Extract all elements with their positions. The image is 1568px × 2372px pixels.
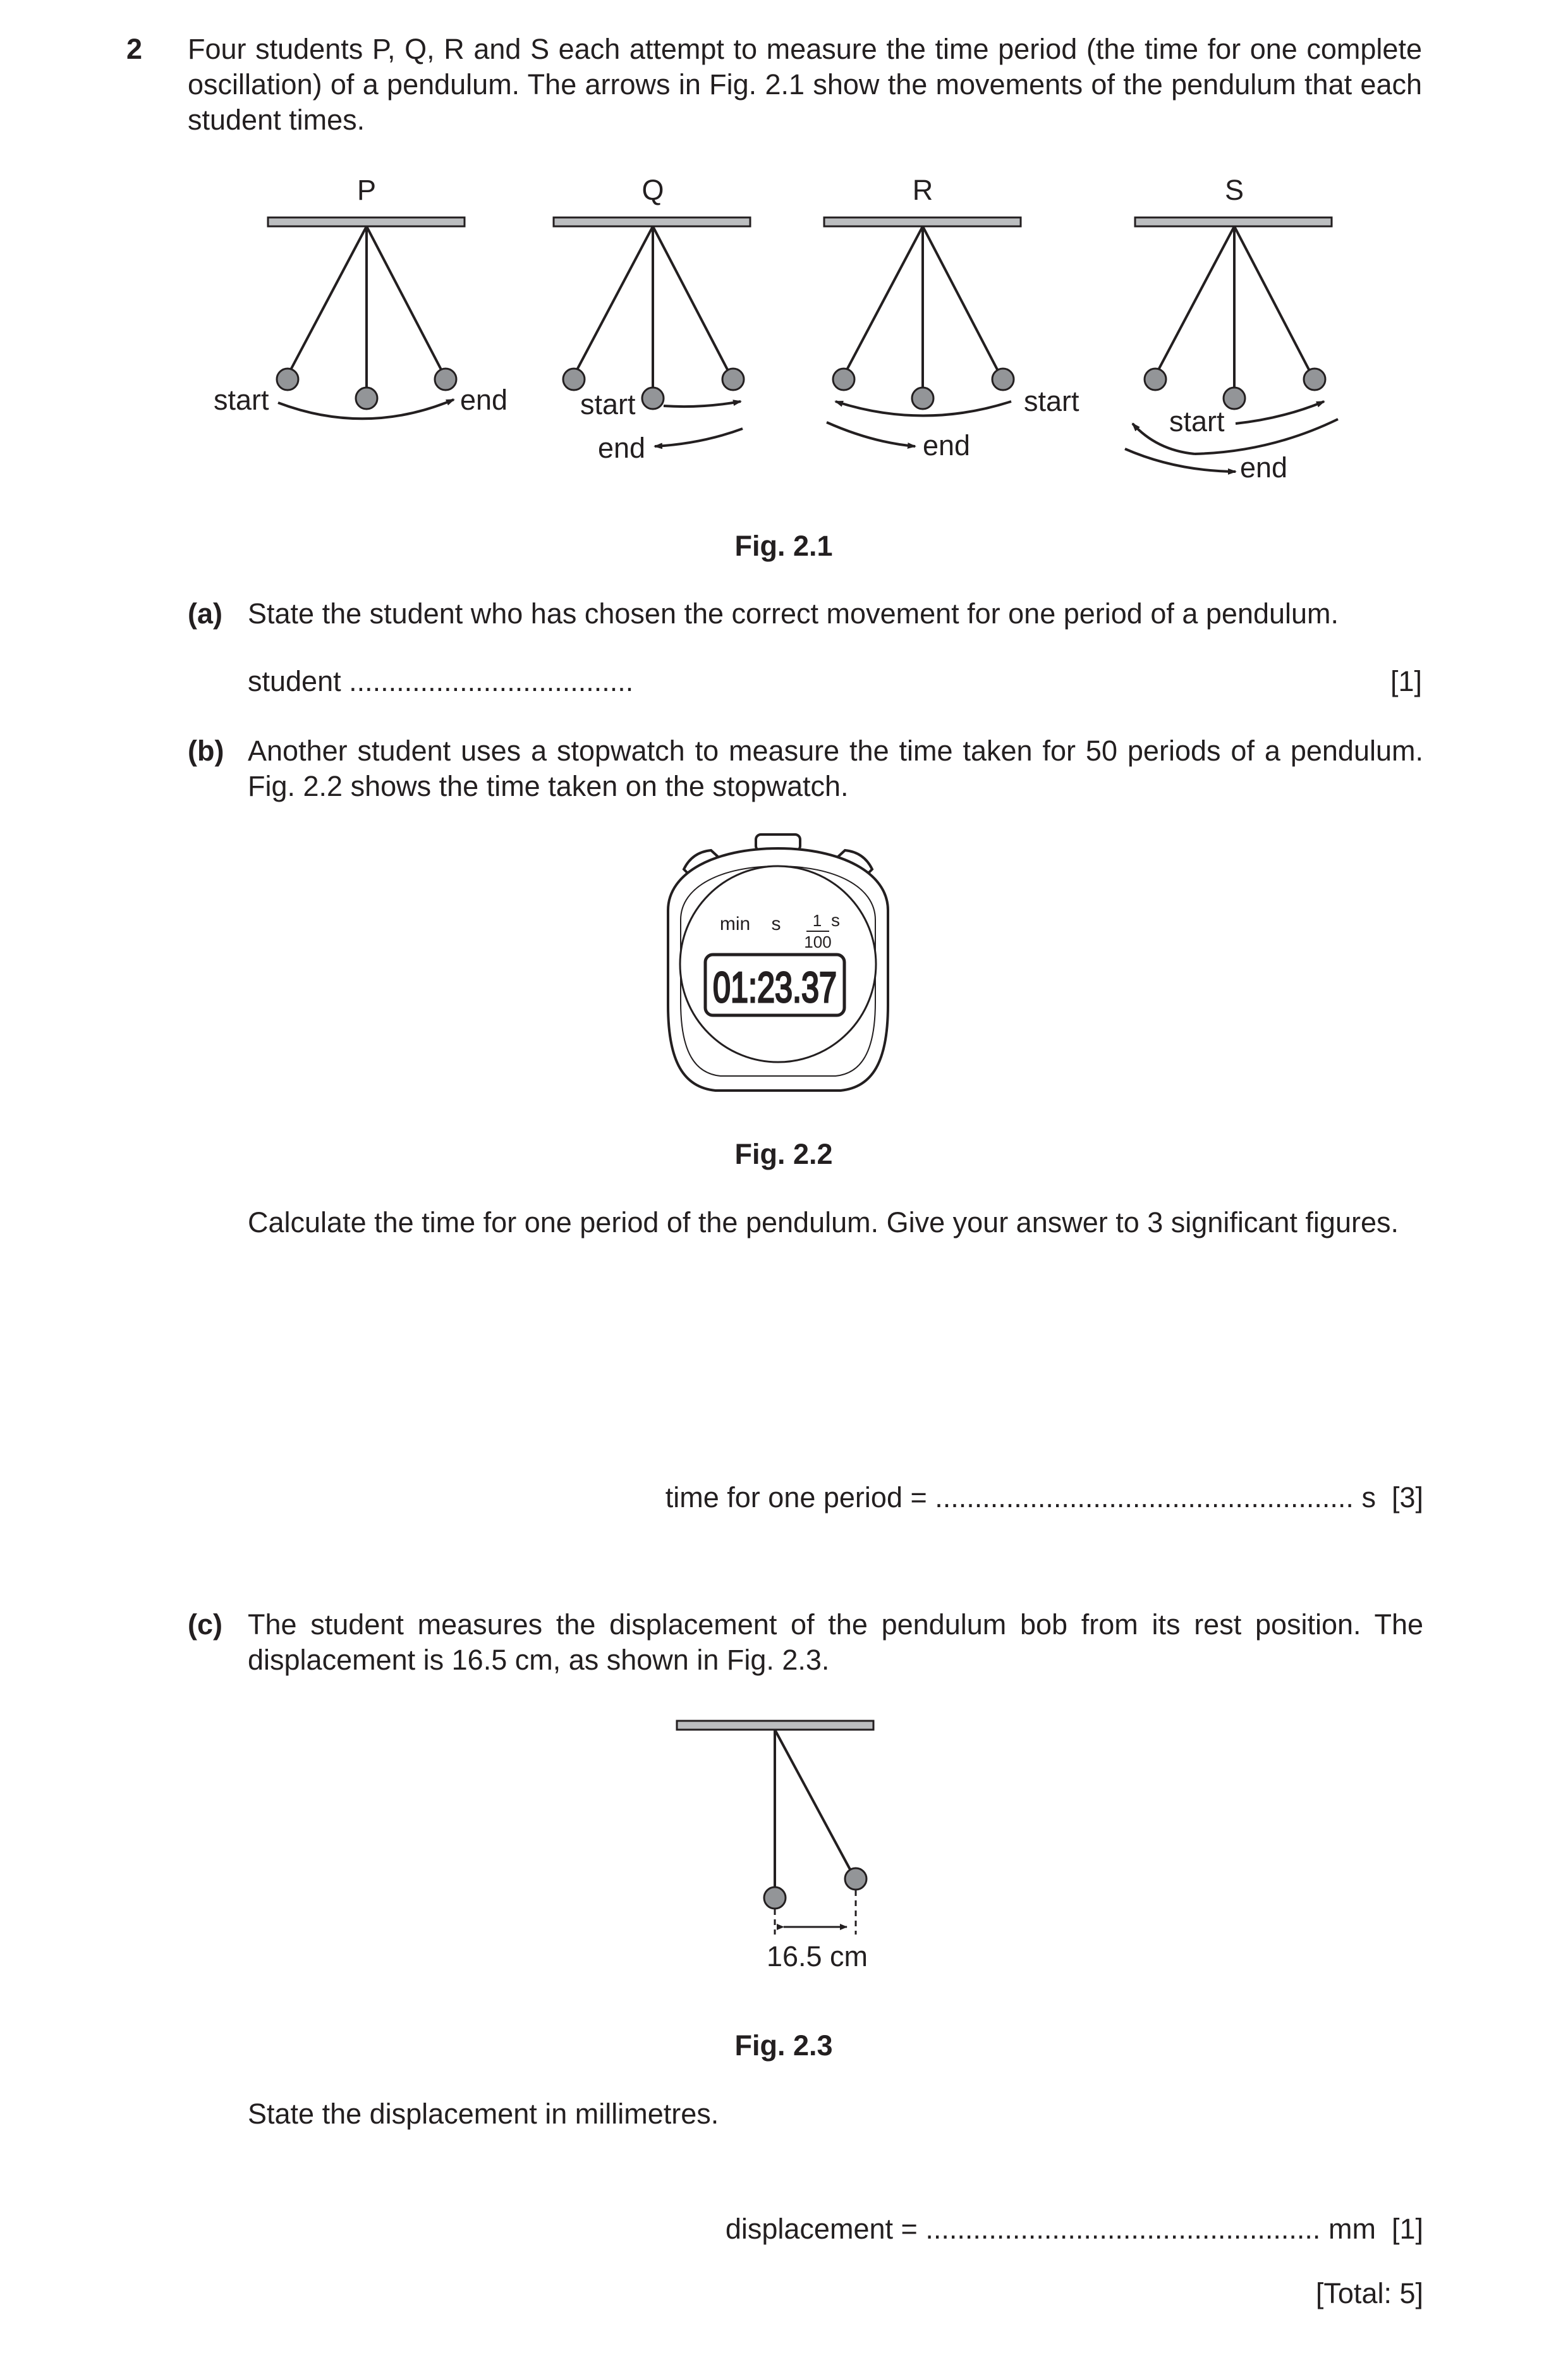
pendulum-r-bob-left bbox=[833, 369, 854, 390]
pendulum-q-start-label: start bbox=[580, 388, 636, 420]
pendulum-p-bob-left bbox=[277, 369, 298, 390]
pendulum-p-start-label: start bbox=[214, 384, 269, 416]
fig-2-3-bob-displaced bbox=[845, 1868, 866, 1890]
part-b-answer-prefix: time for one period = bbox=[665, 1481, 927, 1513]
fig-2-3-caption: Fig. 2.3 bbox=[734, 2029, 833, 2062]
pendulum-s-end-label: end bbox=[1240, 451, 1288, 484]
stopwatch-unit-s: s bbox=[771, 914, 781, 934]
pendulum-q-end-label: end bbox=[598, 432, 646, 464]
pendulum-r-bob-right bbox=[992, 369, 1014, 390]
pendulum-p-bob-right bbox=[435, 369, 456, 390]
pendulum-q-support bbox=[554, 217, 750, 226]
fig-2-1-caption: Fig. 2.1 bbox=[734, 530, 833, 562]
part-a-label: (a) bbox=[188, 597, 222, 630]
part-b-instruction: Calculate the time for one period of the pendulum. Give your answer to 3 significant figures. bbox=[248, 1206, 1399, 1238]
pendulum-p-label: P bbox=[356, 174, 377, 206]
part-c-answer-prefix: displacement = bbox=[725, 2213, 918, 2245]
pendulum-s-bob-right bbox=[1304, 369, 1325, 390]
part-b-text: Another student uses a stopwatch to measure the time taken for 50 periods of a pendulum. Fig. 2.2 shows the time taken on the stopwatch. bbox=[248, 735, 1423, 802]
stopwatch-unit-min: min bbox=[719, 914, 751, 934]
fig-2-3-displacement-label: 16.5 cm bbox=[766, 1940, 868, 1972]
pendulum-q-label: Q bbox=[641, 174, 664, 206]
part-c-label: (c) bbox=[188, 1608, 222, 1641]
pendulum-s bbox=[1125, 174, 1338, 484]
pendulum-r-arrow-bottom bbox=[827, 422, 915, 446]
stopwatch-unit-frac-s: s bbox=[831, 910, 840, 930]
part-c-answer-dots[interactable]: .................................................. bbox=[925, 2213, 1321, 2245]
part-a-marks: [1] bbox=[1390, 665, 1422, 697]
total-marks: [Total: 5] bbox=[1315, 2277, 1423, 2309]
pendulum-p-bob-center bbox=[356, 388, 377, 409]
part-b-marks: [3] bbox=[1391, 1481, 1423, 1513]
part-c-marks: [1] bbox=[1391, 2213, 1423, 2245]
pendulum-q bbox=[554, 174, 750, 464]
pendulum-q-bob-right bbox=[722, 369, 744, 390]
fig-2-3-diagram bbox=[0, 1707, 1568, 1972]
pendulum-q-bob-left bbox=[563, 369, 585, 390]
part-c-text: The student measures the displacement of the pendulum bob from its rest position. The displacement is 16.5 cm, as shown in Fig. 2.3. bbox=[248, 1608, 1423, 1676]
fig-2-2-caption: Fig. 2.2 bbox=[734, 1138, 833, 1170]
pendulum-q-arrow-back bbox=[655, 429, 743, 446]
question-intro: Four students P, Q, R and S each attempt to measure the time period (the time for one complete oscillation) of a pendulum. The arrows in Fig. 2.1 show the movements of the pendulum that each student times. bbox=[188, 33, 1422, 136]
part-a-answer-line bbox=[248, 664, 633, 699]
fig-2-3-support bbox=[677, 1721, 873, 1730]
part-b-answer-unit: s bbox=[1361, 1481, 1376, 1513]
pendulum-p-support bbox=[268, 217, 465, 226]
pendulum-r-label: R bbox=[912, 174, 933, 206]
pendulum-s-bob-left bbox=[1145, 369, 1166, 390]
pendulum-p bbox=[214, 174, 507, 419]
pendulum-s-start-label: start bbox=[1169, 405, 1225, 437]
pendulum-s-label: S bbox=[1224, 174, 1244, 206]
question-number: 2 bbox=[126, 33, 143, 65]
stopwatch-unit-frac-den: 100 bbox=[804, 932, 832, 951]
part-b-answer-dots[interactable]: ..................................................... bbox=[935, 1481, 1354, 1513]
pendulum-r-start-label: start bbox=[1024, 385, 1079, 417]
part-c-answer-unit: mm bbox=[1328, 2213, 1376, 2245]
pendulum-r bbox=[824, 174, 1079, 462]
pendulum-s-support bbox=[1135, 217, 1332, 226]
stopwatch-display-value: 01:23.37 bbox=[713, 963, 837, 1012]
part-c-instruction: State the displacement in millimetres. bbox=[248, 2098, 719, 2130]
pendulum-p-end-label: end bbox=[460, 384, 508, 416]
pendulum-r-bob-center bbox=[912, 388, 933, 409]
stopwatch bbox=[0, 834, 1568, 1163]
part-a-answer-prefix: student bbox=[248, 665, 341, 697]
part-a-answer-dots[interactable]: .................................... bbox=[349, 665, 634, 697]
part-b-label: (b) bbox=[188, 735, 224, 767]
part-a-text: State the student who has chosen the correct movement for one period of a pendulum. bbox=[248, 597, 1339, 630]
pendulum-r-support bbox=[824, 217, 1021, 226]
part-b-answer-line bbox=[569, 1480, 1423, 1515]
part-c-answer-line bbox=[569, 2211, 1423, 2247]
fig-2-3-bob-rest bbox=[764, 1887, 786, 1909]
pendulum-q-arrow-forward bbox=[664, 401, 741, 407]
pendulum-s-bob-center bbox=[1224, 388, 1245, 409]
stopwatch-unit-frac-num: 1 bbox=[812, 911, 822, 930]
pendulum-r-end-label: end bbox=[923, 429, 971, 462]
pendulum-s-arrow-start bbox=[1236, 401, 1324, 424]
pendulum-q-bob-center bbox=[642, 388, 664, 409]
